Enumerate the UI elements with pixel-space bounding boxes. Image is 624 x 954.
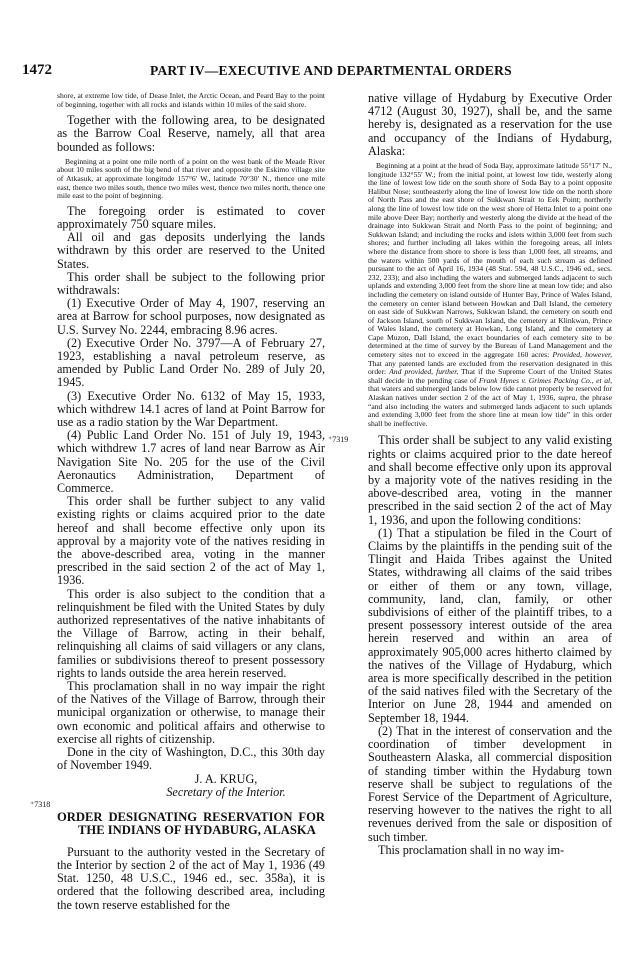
signature-title: Secretary of the Interior. bbox=[166, 784, 286, 799]
paragraph: Beginning at a point at the head of Soda Bay, approximate latitude 55°17′ N., longitude 132°55′ W.; from the initial point, at lowest low tide, westerly along the line of lowest low tide on the south shore of Soda Bay to a point opposite Halibut Nose; southeasterly along the line of lowest low tide on the north shore of North Pass and the east shore of Sukkwan Strait to Eek Point; northerly along the line of lowest low tide on the west shore of Hetta Inlet to a point one mile above Deer Bay; northerly and westerly along the divide at the head of the drainage into Sukkwan Strait and North Pass to the point of beginning; and Sukkwan Island; and including the rocks and islets within 3,000 feet from such shores; and further including all lakes within the foregoing areas, all inlets where the distance from shore to shore is less than 1,000 feet, all streams, and the waters within 500 yards of the mouth of each such stream as defined pursuant to the act of April 16, 1934 (48 Stat. 594, 48 U.S.C., 1946 ed., secs. 232, 233); and also including the waters and submerged lands adjacent to such uplands and extending 3,000 feet from the shore line at mean low tide; and also including the cemetery on island outside of Hunter Bay, Prince of Wales Island, the cemetery on center island between Howkan and Dall Island, the cemetery on east side of Sukkwan Narrows, Sukkwan Island, the cemetery on south end of Jackson Island, south of Sukkwan Island, the cemetery at Klinkwan, Prince of Wales Island, the cemetery at Howkan, Long Island, and the cemetery at Cape Muzon, Dall Island, the exact boundaries of each cemetery site to be determined at the time of survey by the Bureau of Land Management and the cemetery sites not to exceed in the aggregate 160 acres: Provided, however, That any patented lands are excluded from the reservation designated in this order: And provided, further, That if the Supreme Court of the United States shall decide in the pending case of Frank Hynes v. Grimes Packing Co., et al, that waters and submerged lands below low tide cannot properly be reserved for Alaskan natives under section 2 of the act of May 1, 1936, supra, the phrase “and also including the waters and submerged lands adjacent to such uplands and extending 3,000 feet from the shore line at mean low tide” in this order shall be ineffective. bbox=[368, 161, 612, 428]
paragraph: Beginning at a point one mile north of a point on the west bank of the Meade River about 10 miles south of the big bend of that river and opposite the Eskimo village site of Atkasuk, at approximate longitude 157°6′ W., latitude 70°30′ N., thence one mile east, thence two miles south, thence two miles west, thence two miles north, thence one mile east to the point of beginning. bbox=[57, 156, 325, 201]
paragraph: (1) Executive Order of May 4, 1907, reserving an area at Barrow for school purposes, now designated as U.S. Survey No. 2244, embracing 8.96 acres. bbox=[57, 296, 325, 337]
paragraph: (2) That in the interest of conservation and the coordination of timber development in Southeastern Alaska, all commercial disposition of standing timber within the Hydaburg town reserve shall be subject to regulations of the Forest Service of the Department of Agriculture, reserving however to the natives the right to all revenues derived from the sale or disposition of such timber. bbox=[368, 723, 612, 844]
left-column bbox=[57, 92, 325, 912]
paragraph: The foregoing order is estimated to cover approximately 750 square miles. bbox=[57, 203, 325, 231]
paragraph: (4) Public Land Order No. 151 of July 19, 1943, which withdrew 1.7 acres of land near Barrow as Air Navigation Site No. 205 for the use of the Civil Aeronautics Administration, Department of Commerce. bbox=[57, 428, 325, 496]
margin-note-left: ⁺7318 bbox=[30, 800, 51, 809]
paragraph: (2) Executive Order No. 3797—A of February 27, 1923, establishing a naval petroleum reserve, as amended by Public Land Order No. 289 of July 20, 1945. bbox=[57, 335, 325, 390]
section-heading: ORDER DESIGNATING RESERVATION FOR THE INDIANS OF HYDABURG, ALASKA bbox=[57, 809, 325, 838]
page-header bbox=[22, 62, 612, 82]
signature: J. A. KRUG, bbox=[194, 771, 258, 786]
paragraph: Pursuant to the authority vested in the Secretary of the Interior by section 2 of the act of May 1, 1936 (49 Stat. 1250, 48 U.S.C., 1946 ed., sec. 358a), it is ordered that the following described area, including the town reserve established for the bbox=[57, 844, 325, 912]
margin-note-right: ⁺7319 bbox=[328, 435, 349, 444]
running-head: PART IV—EXECUTIVE AND DEPARTMENTAL ORDERS bbox=[150, 63, 512, 78]
paragraph: Done in the city of Washington, D.C., this 30th day of November 1949. bbox=[57, 745, 325, 773]
page-number: 1472 bbox=[22, 62, 52, 78]
paragraph: Together with the following area, to be designated as the Barrow Coal Reserve, namely, all that area bounded as follows: bbox=[57, 113, 325, 154]
right-column bbox=[368, 92, 612, 857]
paragraph: This order shall be further subject to any valid existing rights or claims acquired prior to the date hereof and shall become effective only upon its approval by a majority vote of the natives residing in the above-described area, voting in the manner prescribed in the said section 2 of the act of May 1, 1936. bbox=[57, 494, 325, 588]
paragraph: All oil and gas deposits underlying the lands withdrawn by this order are reserved to the United States. bbox=[57, 230, 325, 271]
paragraph: This proclamation shall in no way im- bbox=[378, 842, 565, 857]
paragraph: This order shall be subject to the following prior withdrawals: bbox=[57, 269, 325, 297]
paragraph: shore, at extreme low tide, of Dease Inlet, the Arctic Ocean, and Peard Bay to the point of beginning, together with all rocks and islands within 10 miles of the said shore. bbox=[57, 91, 325, 109]
paragraph: This order shall be subject to any valid existing rights or claims acquired prior to the date hereof and shall become effective only upon its approval by a majority vote of the natives residing in the above-described area, voting in the manner prescribed in the said section 2 of the act of May 1, 1936, and upon the following conditions: bbox=[368, 433, 612, 527]
paragraph: (3) Executive Order No. 6132 of May 15, 1933, which withdrew 14.1 acres of land at Point Barrow for use as a radio station by the War Department. bbox=[57, 388, 325, 430]
paragraph: native village of Hydaburg by Executive Order 4712 (August 30, 1927), shall be, and the same hereby is, designated as a reservation for the use and occupancy of the Indians of Hydaburg, Alaska: bbox=[368, 91, 612, 158]
paragraph: This order is also subject to the condition that a relinquishment be filed with the United States by duly authorized representatives of the native inhabitants of the Village of Barrow, acting in their behalf, relinquishing all claims of said villagers or any clans, families or subdivisions thereof to present possessory rights to lands outside the area herein reserved. bbox=[57, 586, 325, 680]
paragraph: (1) That a stipulation be filed in the Court of Claims by the plaintiffs in the pending suit of the Tlingit and Haida Tribes against the United States, withdrawing all claims of the said tribes or either of them or any town, village, community, land, clan, family, or other subdivisions of either of the plaintiff tribes, to a present possessory interest outside of the area herein reserved and within an area of approximately 905,000 acres hitherto claimed by the natives of the Village of Hydaburg, which area is more specifically described in the petition of the said natives filed with the Secretary of the Interior on June 28, 1944 and amended on September 18, 1944. bbox=[368, 525, 612, 725]
paragraph: This proclamation shall in no way impair the right of the Natives of the Village of Barrow, through their municipal organization or otherwise, to manage their own economic and political affairs and otherwise to exercise all rights of citizenship. bbox=[57, 679, 325, 746]
